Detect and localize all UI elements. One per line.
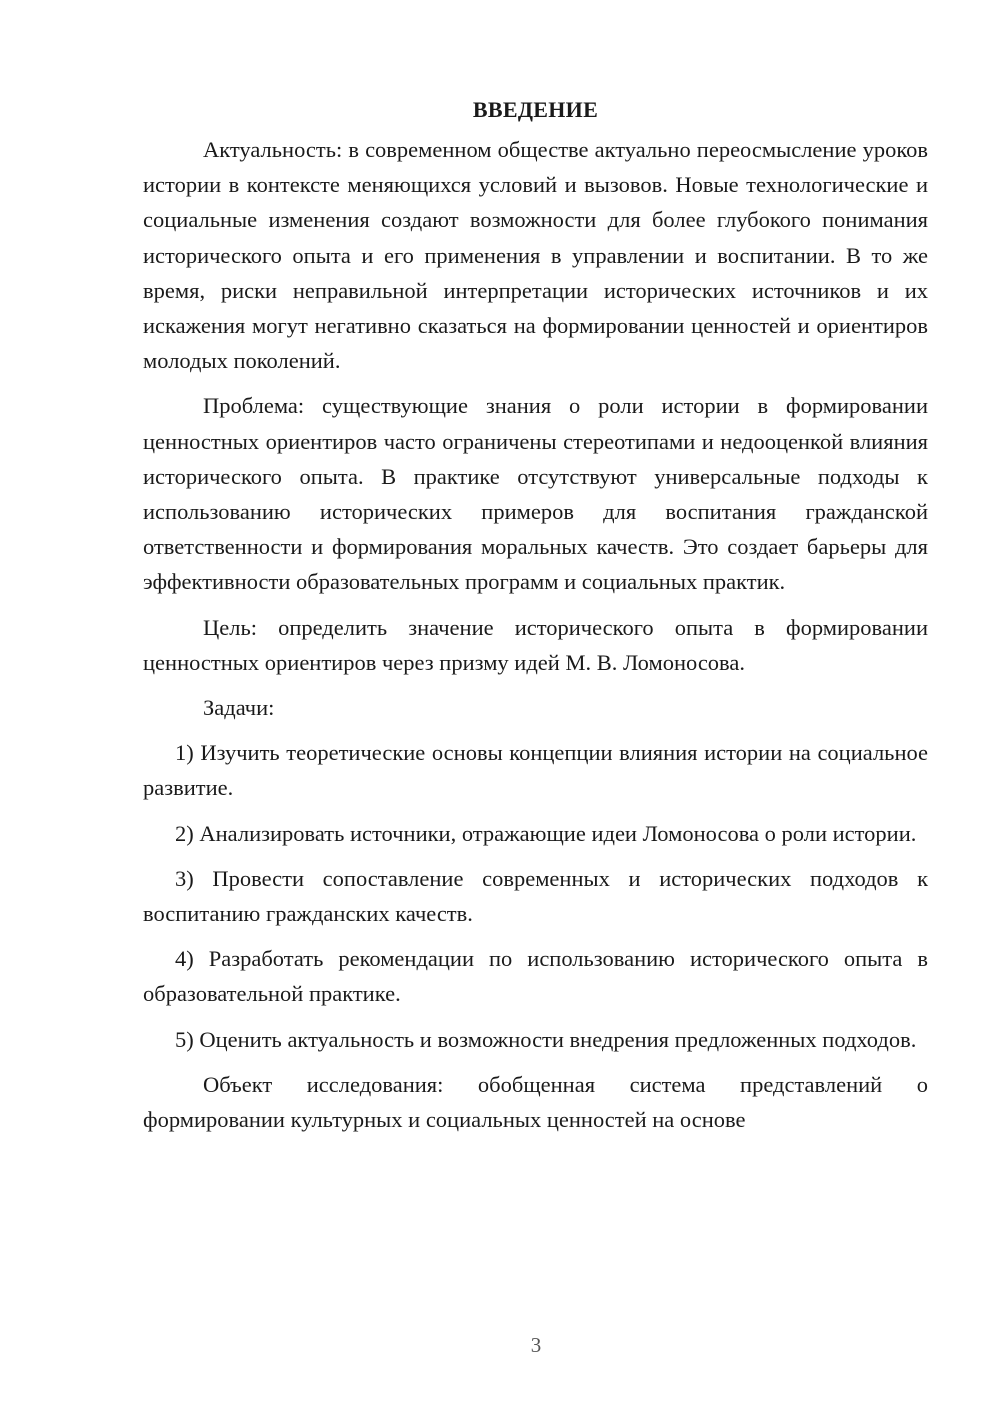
problem-paragraph: Проблема: существующие знания о роли истории в формировании ценностных ориентиров часто ограничены стереотипами и недооценкой влияния исторического опыта. В практике отсутствуют универсальные подходы к использованию исторических примеров для воспитания гражданской ответственности и формирования моральных качеств. Это создает барьеры для эффективности образовательных программ и социальных практик.	[143, 393, 928, 595]
goal-paragraph: Цель: определить значение исторического опыта в формировании ценностных ориентиров через призму идей М. В. Ломоносова.	[143, 614, 928, 675]
relevance-paragraph: Актуальность: в современном обществе актуально переосмысление уроков истории в контексте меняющихся условий и вызовов. Новые технологические и социальные изменения создают возможности для более глубокого понимания исторического опыта и его применения в управлении и воспитании. В то же время, риски неправильной интерпретации исторических источников и их искажения могут негативно сказаться на формировании ценностей и ориентиров молодых поколений.	[143, 137, 928, 374]
task-item-5: 5) Оценить актуальность и возможности внедрения предложенных подходов.	[175, 1026, 917, 1052]
document-page	[143, 92, 928, 1147]
tasks-heading: Задачи:	[203, 695, 275, 721]
task-item-1: 1) Изучить теоретические основы концепции влияния истории на социальное развитие.	[143, 740, 928, 801]
task-item-2: 2) Анализировать источники, отражающие идеи Ломоносова о роли истории.	[175, 820, 917, 846]
task-item-4: 4) Разработать рекомендации по использованию исторического опыта в образовательной практике.	[143, 946, 928, 1007]
page-number: 3	[530, 1333, 542, 1357]
object-paragraph: Объект исследования: обобщенная система представлений о формировании культурных и социальных ценностей на основе	[143, 1071, 928, 1133]
section-title: ВВЕДЕНИЕ	[472, 97, 599, 122]
task-item-3: 3) Провести сопоставление современных и исторических подходов к воспитанию гражданских качеств.	[143, 865, 928, 927]
